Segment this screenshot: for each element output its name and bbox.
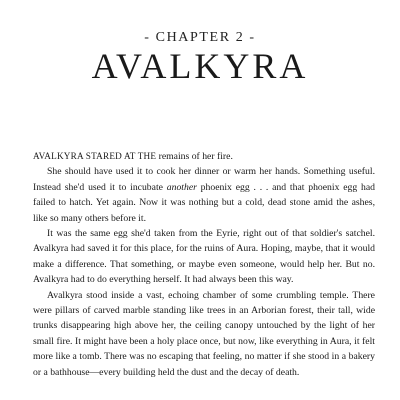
paragraph-1-text: remains of her fire.: [156, 151, 233, 162]
paragraph-2: [33, 164, 375, 226]
opening-small-caps: AVALKYRA STARED AT THE: [33, 151, 157, 161]
emphasis-another: another: [166, 181, 197, 193]
paragraph-3: It was the same egg she'd taken from the Eyrie, right out of that soldier's satchel. Avalkyra had saved it for this place, for the ruins of Aura. Hoping, maybe, that it would make a difference. That something, or maybe even someone, would help her. But no. Avalkyra had to do everything herself. It had always been this way.: [33, 228, 375, 286]
paragraph-1: [33, 149, 375, 164]
page-bottom-fade: [0, 380, 400, 400]
paragraph-2-text-a: She should have used it to cook her dinner or warm her hands. Something useful. Instead she'd used it to incubate: [33, 166, 375, 193]
chapter-body: [33, 149, 375, 380]
chapter-number: - CHAPTER 2 -: [144, 30, 256, 45]
chapter-title: AVALKYRA: [91, 46, 309, 86]
paragraph-4: Avalkyra stood inside a vast, echoing chamber of some crumbling temple. There were pillars of carved marble standing like trees in an Arborian forest, their tall, wide trunks disappearing high above her, the ceiling canopy untouched by the light of her small fire. It might have been a holy place once, but now, like everything in Aura, it felt more like a tomb. There was no escaping that feeling, no matter if she stood in a bakery or a bathhouse—every building held the dust and the decay of death.: [33, 289, 375, 378]
paragraph-2-text-b: phoenix egg . . . and that phoenix egg had failed to hatch. Yet again. Now it was nothing but a cold, dead stone amid the ashes, like so many others before it.: [33, 181, 376, 224]
